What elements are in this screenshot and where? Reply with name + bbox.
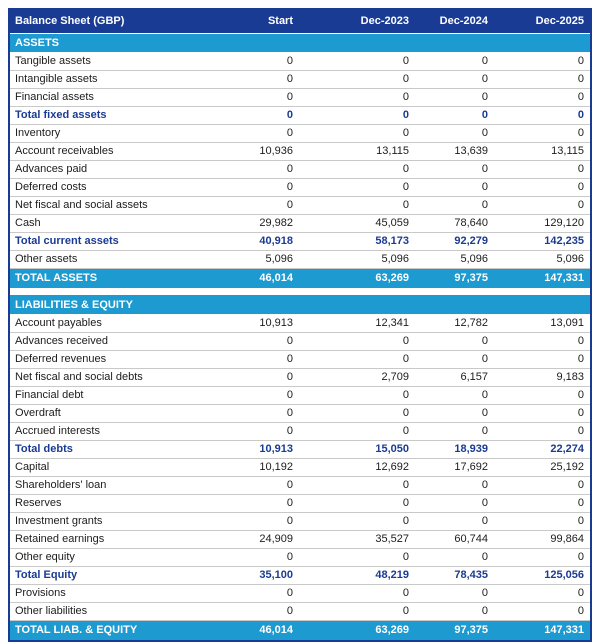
row-label: Total current assets [10, 232, 240, 250]
cell-value: 92,279 [415, 232, 494, 250]
section-header-row [10, 295, 590, 314]
cell-value: 12,692 [299, 458, 415, 476]
cell-value: 0 [299, 160, 415, 178]
cell-value: 129,120 [494, 214, 590, 232]
row-label: Account receivables [10, 142, 240, 160]
row-label: Shareholders' loan [10, 476, 240, 494]
row-label: Investment grants [10, 512, 240, 530]
cell-value: 0 [415, 196, 494, 214]
row-label: Net fiscal and social debts [10, 368, 240, 386]
cell-value: 13,639 [415, 142, 494, 160]
row-label: Total Equity [10, 566, 240, 584]
cell-value: 0 [299, 494, 415, 512]
row-label: Overdraft [10, 404, 240, 422]
cell-value: 0 [494, 584, 590, 602]
table-body [10, 33, 590, 640]
cell-value: 0 [415, 386, 494, 404]
cell-value: 48,219 [299, 566, 415, 584]
table-row [10, 422, 590, 440]
table-row [10, 88, 590, 106]
row-label: Intangible assets [10, 70, 240, 88]
cell-value: 0 [240, 350, 299, 368]
cell-value: 0 [494, 70, 590, 88]
cell-value: 58,173 [299, 232, 415, 250]
cell-value: 5,096 [494, 250, 590, 268]
cell-value: 99,864 [494, 530, 590, 548]
cell-value: 0 [240, 422, 299, 440]
column-header-dec2023: Dec-2023 [299, 10, 415, 33]
cell-value: 0 [494, 106, 590, 124]
table-row [10, 160, 590, 178]
cell-value: 0 [494, 178, 590, 196]
cell-value: 0 [240, 52, 299, 70]
cell-value: 45,059 [299, 214, 415, 232]
cell-value: 0 [299, 404, 415, 422]
table-row [10, 70, 590, 88]
cell-value: 0 [240, 124, 299, 142]
row-label: Cash [10, 214, 240, 232]
cell-value: 0 [240, 368, 299, 386]
row-label: Retained earnings [10, 530, 240, 548]
cell-value: 13,091 [494, 314, 590, 332]
cell-value: 0 [240, 178, 299, 196]
cell-value: 0 [494, 88, 590, 106]
cell-value: 24,909 [240, 530, 299, 548]
table-row [10, 530, 590, 548]
section-total-label: TOTAL LIAB. & EQUITY [10, 620, 240, 640]
section-gap-cell [10, 288, 590, 295]
cell-value: 5,096 [240, 250, 299, 268]
cell-value: 0 [415, 476, 494, 494]
cell-value: 0 [494, 332, 590, 350]
cell-value: 0 [494, 386, 590, 404]
cell-value: 142,235 [494, 232, 590, 250]
cell-value: 0 [494, 476, 590, 494]
table-row [10, 440, 590, 458]
cell-value: 0 [240, 602, 299, 620]
cell-value: 18,939 [415, 440, 494, 458]
row-label: Reserves [10, 494, 240, 512]
table-row [10, 214, 590, 232]
cell-value: 0 [240, 584, 299, 602]
cell-value: 12,782 [415, 314, 494, 332]
cell-value: 0 [415, 350, 494, 368]
table-row [10, 332, 590, 350]
cell-value: 0 [494, 124, 590, 142]
section-total-value: 63,269 [299, 620, 415, 640]
cell-value: 0 [415, 160, 494, 178]
cell-value: 0 [415, 602, 494, 620]
cell-value: 0 [415, 106, 494, 124]
cell-value: 0 [299, 178, 415, 196]
cell-value: 0 [240, 548, 299, 566]
row-label: Financial debt [10, 386, 240, 404]
cell-value: 0 [299, 350, 415, 368]
cell-value: 0 [494, 602, 590, 620]
section-header-label: LIABILITIES & EQUITY [10, 295, 590, 314]
section-total-value: 97,375 [415, 268, 494, 288]
section-total-value: 46,014 [240, 620, 299, 640]
table-header-row [10, 10, 590, 33]
row-label: Account payables [10, 314, 240, 332]
cell-value: 0 [494, 350, 590, 368]
cell-value: 25,192 [494, 458, 590, 476]
cell-value: 0 [494, 52, 590, 70]
cell-value: 0 [299, 52, 415, 70]
cell-value: 0 [299, 422, 415, 440]
cell-value: 2,709 [299, 368, 415, 386]
cell-value: 17,692 [415, 458, 494, 476]
cell-value: 0 [415, 70, 494, 88]
table-row [10, 566, 590, 584]
cell-value: 10,913 [240, 440, 299, 458]
section-header-label: ASSETS [10, 33, 590, 52]
section-total-row [10, 268, 590, 288]
table-row [10, 368, 590, 386]
table-row [10, 250, 590, 268]
row-label: Accrued interests [10, 422, 240, 440]
cell-value: 35,527 [299, 530, 415, 548]
table-row [10, 386, 590, 404]
cell-value: 5,096 [415, 250, 494, 268]
cell-value: 0 [240, 512, 299, 530]
cell-value: 78,640 [415, 214, 494, 232]
section-total-value: 63,269 [299, 268, 415, 288]
cell-value: 0 [240, 106, 299, 124]
table-row [10, 512, 590, 530]
row-label: Other assets [10, 250, 240, 268]
cell-value: 0 [415, 494, 494, 512]
cell-value: 9,183 [494, 368, 590, 386]
section-total-label: TOTAL ASSETS [10, 268, 240, 288]
cell-value: 0 [299, 106, 415, 124]
cell-value: 0 [415, 584, 494, 602]
table-row [10, 52, 590, 70]
section-header-row [10, 33, 590, 52]
table-row [10, 584, 590, 602]
balance-sheet-container [8, 8, 592, 642]
cell-value: 35,100 [240, 566, 299, 584]
cell-value: 0 [415, 52, 494, 70]
column-header-dec2025: Dec-2025 [494, 10, 590, 33]
row-label: Deferred costs [10, 178, 240, 196]
section-gap [10, 288, 590, 295]
cell-value: 0 [415, 404, 494, 422]
cell-value: 0 [240, 332, 299, 350]
cell-value: 0 [299, 124, 415, 142]
cell-value: 0 [494, 404, 590, 422]
section-total-row [10, 620, 590, 640]
row-label: Other liabilities [10, 602, 240, 620]
cell-value: 0 [240, 160, 299, 178]
cell-value: 0 [494, 548, 590, 566]
section-total-value: 147,331 [494, 620, 590, 640]
cell-value: 13,115 [494, 142, 590, 160]
cell-value: 0 [415, 178, 494, 196]
table-row [10, 458, 590, 476]
cell-value: 6,157 [415, 368, 494, 386]
cell-value: 0 [299, 602, 415, 620]
cell-value: 0 [494, 160, 590, 178]
cell-value: 0 [299, 548, 415, 566]
cell-value: 0 [299, 512, 415, 530]
cell-value: 0 [415, 512, 494, 530]
cell-value: 0 [240, 196, 299, 214]
row-label: Total fixed assets [10, 106, 240, 124]
column-header-start: Start [240, 10, 299, 33]
cell-value: 12,341 [299, 314, 415, 332]
cell-value: 0 [240, 404, 299, 422]
table-row [10, 196, 590, 214]
cell-value: 0 [494, 196, 590, 214]
cell-value: 40,918 [240, 232, 299, 250]
row-label: Inventory [10, 124, 240, 142]
table-row [10, 476, 590, 494]
cell-value: 0 [415, 548, 494, 566]
cell-value: 0 [299, 476, 415, 494]
cell-value: 0 [240, 386, 299, 404]
cell-value: 0 [494, 494, 590, 512]
row-label: Advances paid [10, 160, 240, 178]
row-label: Total debts [10, 440, 240, 458]
cell-value: 0 [299, 584, 415, 602]
table-row [10, 404, 590, 422]
cell-value: 0 [299, 70, 415, 88]
table-row [10, 124, 590, 142]
cell-value: 78,435 [415, 566, 494, 584]
cell-value: 29,982 [240, 214, 299, 232]
cell-value: 0 [415, 124, 494, 142]
cell-value: 0 [240, 476, 299, 494]
cell-value: 125,056 [494, 566, 590, 584]
cell-value: 10,936 [240, 142, 299, 160]
cell-value: 60,744 [415, 530, 494, 548]
cell-value: 0 [415, 422, 494, 440]
cell-value: 0 [299, 196, 415, 214]
table-row [10, 494, 590, 512]
table-row [10, 178, 590, 196]
table-row [10, 548, 590, 566]
section-total-value: 46,014 [240, 268, 299, 288]
cell-value: 0 [299, 332, 415, 350]
row-label: Financial assets [10, 88, 240, 106]
cell-value: 0 [494, 512, 590, 530]
cell-value: 0 [240, 88, 299, 106]
row-label: Net fiscal and social assets [10, 196, 240, 214]
table-title: Balance Sheet (GBP) [10, 10, 240, 33]
cell-value: 13,115 [299, 142, 415, 160]
row-label: Tangible assets [10, 52, 240, 70]
table-row [10, 142, 590, 160]
row-label: Other equity [10, 548, 240, 566]
cell-value: 10,192 [240, 458, 299, 476]
column-header-dec2024: Dec-2024 [415, 10, 494, 33]
cell-value: 0 [415, 88, 494, 106]
row-label: Advances received [10, 332, 240, 350]
table-row [10, 602, 590, 620]
table-row [10, 106, 590, 124]
cell-value: 0 [494, 422, 590, 440]
cell-value: 0 [299, 88, 415, 106]
cell-value: 10,913 [240, 314, 299, 332]
section-total-value: 97,375 [415, 620, 494, 640]
table-row [10, 314, 590, 332]
row-label: Deferred revenues [10, 350, 240, 368]
row-label: Capital [10, 458, 240, 476]
cell-value: 0 [299, 386, 415, 404]
table-row [10, 232, 590, 250]
balance-sheet-table [10, 10, 590, 640]
cell-value: 0 [240, 70, 299, 88]
cell-value: 0 [240, 494, 299, 512]
table-row [10, 350, 590, 368]
cell-value: 0 [415, 332, 494, 350]
cell-value: 15,050 [299, 440, 415, 458]
row-label: Provisions [10, 584, 240, 602]
section-total-value: 147,331 [494, 268, 590, 288]
cell-value: 22,274 [494, 440, 590, 458]
cell-value: 5,096 [299, 250, 415, 268]
